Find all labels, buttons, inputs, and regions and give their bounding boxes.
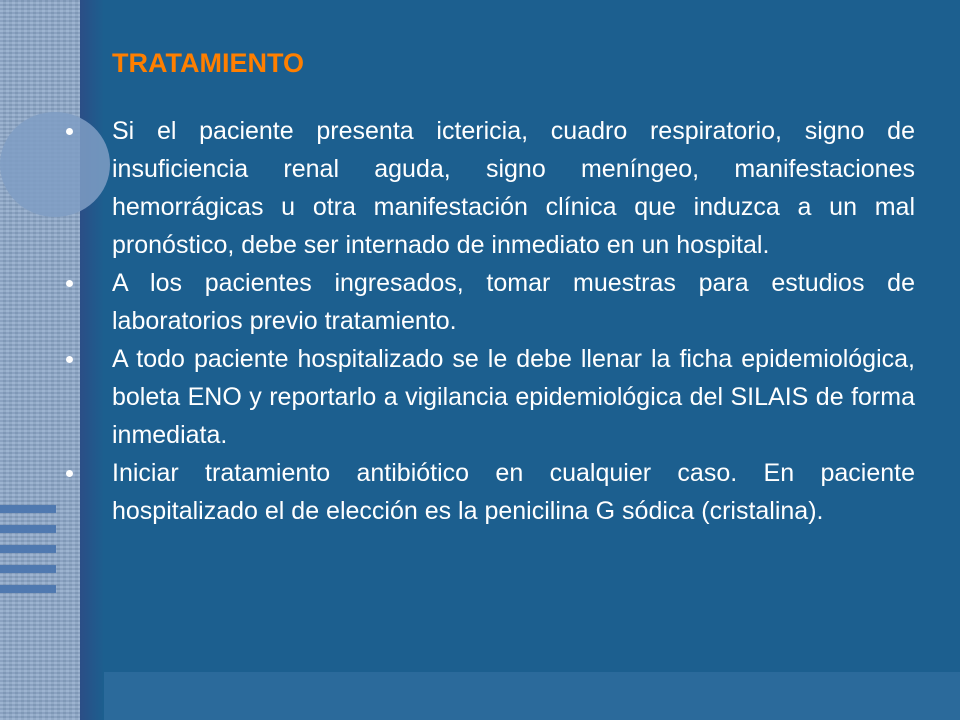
bullet-dot-icon xyxy=(66,356,73,363)
bullet-text: Iniciar tratamiento antibiótico en cualquier caso. En paciente hospitalizado el de elección es la penicilina G sódica (cristalina). xyxy=(112,459,915,525)
decorative-bottom-band xyxy=(104,672,960,720)
bullet-item xyxy=(60,264,915,340)
decorative-bar xyxy=(0,545,56,553)
bullet-dot-icon xyxy=(66,470,73,477)
bullet-item xyxy=(60,340,915,454)
bullet-item xyxy=(60,454,915,530)
bullet-item xyxy=(60,112,915,264)
slide-title: TRATAMIENTO xyxy=(112,48,304,78)
bullet-list xyxy=(60,112,915,530)
decorative-bar xyxy=(0,565,56,573)
bullet-text: Si el paciente presenta ictericia, cuadro respiratorio, signo de insuficiencia renal aguda, signo meníngeo, manifestaciones hemorrágicas u otra manifestación clínica que induzca a un mal pronóstico, debe ser internado de inmediato en un hospital. xyxy=(112,117,915,259)
bullet-text: A todo paciente hospitalizado se le debe llenar la ficha epidemiológica, boleta ENO y reportarlo a vigilancia epidemiológica del SILAIS de forma inmediata. xyxy=(112,345,915,449)
decorative-bar xyxy=(0,585,56,593)
bullet-dot-icon xyxy=(66,280,73,287)
decorative-bar xyxy=(0,505,56,513)
bullet-text: A los pacientes ingresados, tomar muestras para estudios de laboratorios previo tratamiento. xyxy=(112,269,915,335)
bullet-dot-icon xyxy=(66,128,73,135)
decorative-bar xyxy=(0,525,56,533)
